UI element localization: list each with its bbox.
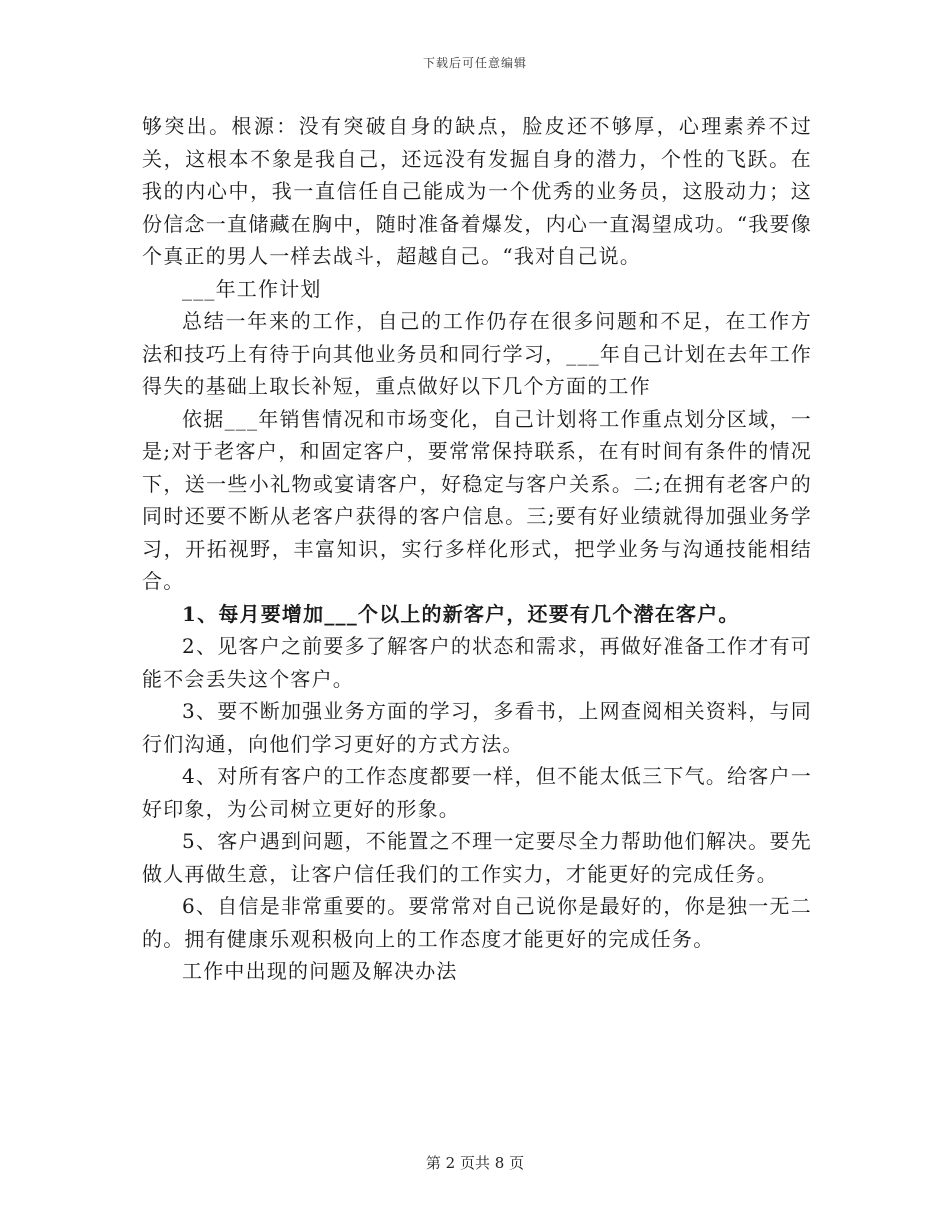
list-item-3: 3、要不断加强业务方面的学习，多看书，上网查阅相关资料，与同行们沟通，向他们学习更好的方式方法。 (142, 699, 812, 756)
document-body (142, 110, 812, 988)
list-item-2: 2、见客户之前要多了解客户的状态和需求，再做好准备工作才有可能不会丢失这个客户。 (142, 634, 812, 691)
page-header: 下载后可任意编辑 (422, 56, 527, 70)
paragraph-summary: 总结一年来的工作，自己的工作仍存在很多问题和不足，在工作方法和技巧上有待于向其他业务员和同行学习，___年自己计划在去年工作得失的基础上取长补短，重点做好以下几个方面的工作 (142, 309, 812, 398)
paragraph-regions: 依据___年销售情况和市场变化，自己计划将工作重点划分区域，一是;对于老客户，和固定客户，要常常保持联系，在有时间有条件的情况下，送一些小礼物或宴请客户，好稳定与客户关系。二;在拥有老客户的同时还要不断从老客户获得的客户信息。三;要有好业绩就得加强业务学习，开拓视野，丰富知识，实行多样化形式，把学业务与沟通技能相结合。 (142, 406, 812, 593)
section-heading-problems: 工作中出现的问题及解决办法 (182, 959, 458, 983)
list-item-6: 6、自信是非常重要的。要常常对自己说你是最好的，你是独一无二的。拥有健康乐观积极向上的工作态度才能更好的完成任务。 (142, 894, 812, 951)
list-item-1: 1、每月要增加___个以上的新客户，还要有几个潜在客户。 (182, 601, 740, 626)
list-item-4: 4、对所有客户的工作态度都要一样，但不能太低三下气。给客户一好印象，为公司树立更好的形象。 (142, 764, 812, 821)
page-number: 第 2 页共 8 页 (425, 1154, 525, 1172)
paragraph-continued: 够突出。根源：没有突破自身的缺点，脸皮还不够厚，心理素养不过关，这根本不象是我自己，还远没有发掘自身的潜力，个性的飞跃。在我的内心中，我一直信任自己能成为一个优秀的业务员，这股动力；这份信念一直储藏在胸中，随时准备着爆发，内心一直渴望成功。“我要像个真正的男人一样去战斗，超越自己。“我对自己说。 (142, 114, 812, 268)
list-item-5: 5、客户遇到问题，不能置之不理一定要尽全力帮助他们解决。要先做人再做生意，让客户信任我们的工作实力，才能更好的完成任务。 (142, 829, 812, 886)
section-heading-plan: ___年工作计划 (182, 276, 322, 301)
